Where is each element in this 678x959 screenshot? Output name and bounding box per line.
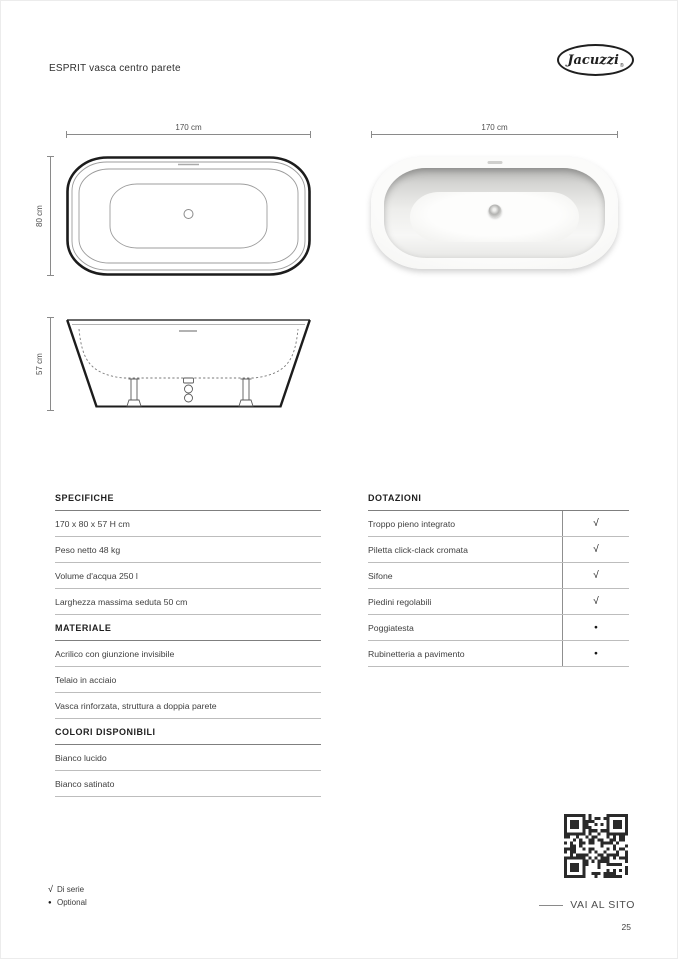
link-label: VAI AL SITO <box>570 899 635 911</box>
vai-al-sito-link[interactable] <box>539 898 635 912</box>
table-row <box>368 563 629 589</box>
registered-mark: ® <box>619 63 624 69</box>
link-dash <box>539 905 563 906</box>
table-header-specifiche: SPECIFICHE <box>55 486 321 511</box>
dimension-top-view-depth <box>35 156 54 276</box>
tub-drain <box>488 205 501 218</box>
dimension-label: 57 cm <box>35 353 44 375</box>
feature-label: Rubinetteria a pavimento <box>368 641 563 666</box>
dimension-label: 170 cm <box>481 123 508 132</box>
tub-overflow-slot <box>487 161 502 164</box>
table-row <box>368 641 629 667</box>
table-row: Telaio in acciaio <box>55 667 321 693</box>
tub-top-view-drawing <box>66 156 311 281</box>
table-row: Bianco satinato <box>55 771 321 797</box>
page-title: ESPRIT vasca centro parete <box>49 63 181 74</box>
dotazioni-table <box>368 486 629 667</box>
qr-code[interactable] <box>564 814 628 878</box>
legend-item-optional <box>48 896 87 910</box>
tub-render-image <box>371 157 618 269</box>
dimension-top-view-width <box>66 123 311 138</box>
legend <box>48 883 87 910</box>
specs-table <box>55 486 321 797</box>
legend-label: Di serie <box>57 885 85 894</box>
table-row: Peso netto 48 kg <box>55 537 321 563</box>
check-icon: √ <box>593 596 599 607</box>
feature-label: Piletta click-clack cromata <box>368 537 563 562</box>
dimension-label: 170 cm <box>175 123 202 132</box>
legend-label: Optional <box>57 898 87 907</box>
check-icon: √ <box>593 518 599 529</box>
table-row: 170 x 80 x 57 H cm <box>55 511 321 537</box>
check-icon: √ <box>593 570 599 581</box>
jacuzzi-logo-text: Jacuzzi <box>567 52 619 68</box>
feature-label: Piedini regolabili <box>368 589 563 614</box>
dimension-label: 80 cm <box>35 205 44 227</box>
table-row: Acrilico con giunzione invisibile <box>55 641 321 667</box>
optional-dot-icon: ● <box>48 900 52 906</box>
table-row: Vasca rinforzata, struttura a doppia parete <box>55 693 321 719</box>
table-row <box>368 537 629 563</box>
dimension-side-view-height <box>35 317 54 411</box>
table-row <box>368 589 629 615</box>
table-header-colori: COLORI DISPONIBILI <box>55 719 321 745</box>
jacuzzi-logo <box>557 44 634 76</box>
table-header-materiale: MATERIALE <box>55 615 321 641</box>
optional-dot-icon: ● <box>594 650 598 657</box>
feature-label: Sifone <box>368 563 563 588</box>
tub-basin <box>384 168 605 258</box>
table-row: Volume d'acqua 250 l <box>55 563 321 589</box>
feature-label: Poggiatesta <box>368 615 563 640</box>
legend-item-di-serie <box>48 883 87 896</box>
table-row: Bianco lucido <box>55 745 321 771</box>
table-row <box>368 511 629 537</box>
table-row: Larghezza massima seduta 50 cm <box>55 589 321 615</box>
table-row <box>368 615 629 641</box>
check-icon: √ <box>593 544 599 555</box>
optional-dot-icon: ● <box>594 624 598 631</box>
table-header-dotazioni: DOTAZIONI <box>368 486 629 511</box>
check-icon: √ <box>48 884 53 894</box>
tub-side-view-drawing <box>66 316 311 421</box>
page-number: 25 <box>621 922 631 932</box>
feature-label: Troppo pieno integrato <box>368 511 563 536</box>
dimension-render-width <box>371 123 618 138</box>
